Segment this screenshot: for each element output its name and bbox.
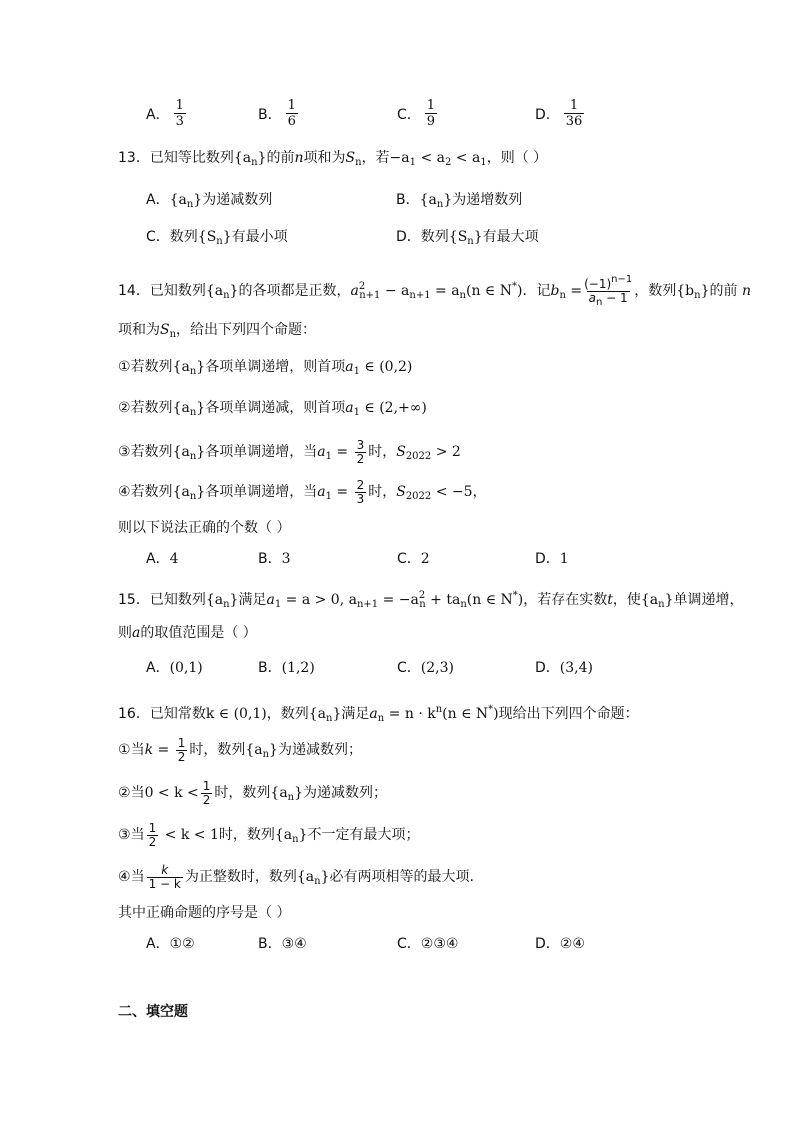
formula-part: ) [493,706,499,722]
var-n: n [741,283,751,299]
var-n: n [294,150,304,166]
option-label: B． [258,106,282,123]
q14-option-b[interactable] [258,549,291,569]
q13-text: 项和为 [303,150,346,166]
var-b: b [550,283,560,299]
fraction [147,864,183,891]
denominator: 9 [426,114,436,129]
numerator: 3 [356,437,365,452]
q15-option-b[interactable] [258,658,315,678]
var-a: a [369,706,378,722]
item-text: 若数列 [130,444,173,460]
item-text: 若数列 [130,400,173,416]
var-sub: 2022 [405,491,432,502]
recur-part: (n ∈ N [466,283,512,299]
cond-sub: 1 [480,157,487,168]
item-number: ① [118,359,131,375]
item-number: ③ [118,827,131,843]
item-text: 时，数列 [218,827,275,843]
denominator: 3 [175,114,184,129]
seq-close: } [193,192,203,208]
var-s: S [396,444,406,460]
seq-open: {a [172,444,190,460]
item-text: 时， [368,444,397,460]
fraction [176,737,188,764]
fraction [564,98,585,129]
fraction [355,439,367,466]
seq-open: {a [205,283,224,299]
k-cond: 0 < k < [144,785,199,801]
option-text: (3,4) [559,660,593,676]
item-number: ② [118,785,131,801]
q14-ask [118,518,290,538]
star: * [488,704,494,715]
recur-a: a [350,283,359,299]
q14-text: 的前 [709,283,738,299]
item-text: 各项单调递减，则首项 [205,400,346,416]
seq-sub: n [436,199,444,210]
seq-sub: n [314,876,321,887]
item-cond: < −5， [431,484,487,500]
q16-item-3 [118,820,420,855]
q14-text: 14．已知数列 [118,283,206,299]
q13-text: ，则（ ） [486,150,548,166]
q15-stem [118,586,744,615]
q12-option-a[interactable] [146,98,186,129]
option-label: D． [535,551,560,567]
option-label: A． [146,106,170,123]
seq-close: } [298,827,308,843]
q13-stem [118,148,547,173]
option-label: B． [396,192,420,208]
seq-sub: n [658,599,665,610]
item-text: 各项单调递增，当 [205,444,318,460]
q15-stem-line2 [118,623,257,643]
seq-close: } [196,484,206,500]
denominator: 2 [177,749,186,764]
q14-stem-line2 [118,320,316,345]
q14-item-4: ④若数列$\{a_n\}$各项单调递增，当$a_1$ = $\frac{2}{3}$ 时，$S_{2022} < -5$， [118,477,487,506]
denominator-tail: − 1 [602,291,628,305]
denominator: 36 [565,114,583,129]
seq-sub: n [287,792,295,803]
option-text: (1,2) [281,660,315,676]
seq-sub: n [223,599,230,610]
q15-option-a[interactable] [146,658,203,678]
cond-sub: n+1 [356,599,379,610]
item-number: ④ [118,869,131,885]
var-a: a [345,400,354,416]
fraction [147,822,159,849]
q15-text: ，若存在实数 [523,592,608,608]
q13-text: 的前 [266,150,295,166]
var-a: a [132,625,141,641]
option-label: D． [535,660,560,676]
var-sub: 2022 [405,451,432,462]
seq-sub: n [216,236,223,247]
q16-option-c[interactable] [397,934,458,954]
q16-ask [118,903,290,923]
seq-open: {a [270,785,288,801]
ask-text: 其中正确命题的序号是（ ） [118,905,291,921]
seq-close: } [257,150,267,166]
q13-text: ，若 [361,150,390,166]
recur-part: − a [380,283,410,299]
var-t: t [607,592,613,608]
seq-open: {b [676,283,695,299]
q16-text: 16．已知常数 [118,706,206,722]
option-label: D． [535,936,560,952]
var-s: S [345,150,356,166]
item-text: 时，数列 [189,742,246,758]
denominator: 3 [356,491,365,506]
denominator: a [588,291,596,305]
seq-sub: n [467,236,474,247]
option-label: A． [146,551,170,567]
fraction [201,780,213,807]
q14-option-c[interactable] [397,549,430,569]
option-label: C． [397,106,421,123]
item-text: 时，数列 [214,785,271,801]
option-text: ②④ [559,936,585,952]
option-label: A． [146,936,170,952]
q16-text: 现给出下列四个命题： [498,706,639,722]
star: * [512,590,518,601]
section-2-title: 二、填空题 [118,1004,188,1020]
option-label: B． [258,660,282,676]
q15-text: 满足 [238,592,267,608]
denominator: 1 − k [148,876,181,891]
numerator: k [161,862,169,877]
item-cond: ∈ (0,2) [359,359,413,375]
seq-sub: n [189,366,197,377]
item-text: 当 [130,742,145,758]
item-number: ③ [118,444,131,460]
seq-close: } [196,444,206,460]
seq-open: {S [448,229,468,245]
cond-part: −a [389,150,410,166]
star: * [512,281,517,292]
q15-option-d[interactable] [535,658,593,678]
formula-sup: n [435,704,443,715]
item-text: 当 [130,869,145,885]
cond-sub: 2 [444,157,452,168]
recur-part: = a [430,283,460,299]
seq-open: {a [419,192,437,208]
q16-item-2 [118,778,387,813]
q13-text: 13．已知等比数列 [118,150,234,166]
item-number: ④ [118,484,131,500]
seq-open: {a [233,150,252,166]
denominator: 2 [148,834,157,849]
seq-open: {a [640,592,659,608]
numerator: 1 [148,820,157,835]
formula-part: = n · k [384,706,436,722]
var-a: a [345,359,354,375]
seq-a-notation [234,150,267,166]
seq-open: {a [172,400,190,416]
q14-item-1: ①若数列$\{a_n\}$各项单调递增，则首项$a_1$ ∈ (0,2) [118,359,413,377]
item-text: 为递减数列； [277,742,362,758]
option-label: D． [396,229,421,245]
q14-text: ，数列 [634,283,677,299]
option-label: D． [535,106,560,123]
denominator: 2 [202,792,211,807]
q16-formula: $a_n = n \cdot k^n(n$ ∈ N*) [369,704,499,724]
item-text: 当 [130,827,145,843]
item-text: 必有两项相等的最大项. [329,869,474,885]
q14-recurrence: $a^2_{n+1} - a_{n+1} = a_n(n$ ∈ N*) [350,281,523,301]
seq-open: {a [296,869,315,885]
option-text: 4 [169,551,179,567]
fraction [286,98,298,129]
seq-open: {a [172,484,190,500]
item-cond: > 2 [431,444,461,460]
q12-option-b[interactable] [258,98,298,129]
q13-option-a[interactable] [146,190,272,215]
numerator: (−1) [584,277,612,291]
seq-open: {S [197,229,217,245]
q15-text: 单调递增， [673,592,744,608]
numerator: 1 [202,778,211,793]
item-number: ② [118,400,131,416]
q15-text: 15．已知数列 [118,592,206,608]
q13-option-b[interactable] [396,190,522,215]
option-label: C． [397,551,421,567]
option-text: ②③④ [420,936,459,952]
cond-part: < a [451,150,481,166]
option-text: 有最大项 [482,229,539,245]
q16-text: ，数列 [266,706,309,722]
option-label: A． [146,660,170,676]
option-text: (0,1) [169,660,203,676]
q13-condition [390,150,487,166]
numerator: 1 [175,98,184,113]
item-text: 各项单调递增，则首项 [205,359,346,375]
option-label: C． [397,660,421,676]
q15-condition: $a_1 = a > 0$, $a_{n+1} = -a^2_n + ta_n(n$ ∈ N*) [266,590,524,610]
option-text: 为递减数列 [202,192,273,208]
item-text: 为正整数时，数列 [184,869,297,885]
fraction [425,98,437,129]
q14-b-fraction: $\frac{(-1)^{n-1}}{a_n - 1}$ [584,274,633,308]
q12-option-d[interactable] [535,98,584,129]
seq-close: } [320,869,330,885]
numerator: 1 [569,98,579,113]
item-number: ① [118,742,131,758]
seq-close: } [664,592,674,608]
q14-text: 项和为 [118,322,160,338]
option-label: C． [146,229,170,245]
numerator: 1 [177,735,186,750]
option-text: (2,3) [420,660,454,676]
cond-part: + ta [425,592,461,608]
seq-close: } [196,400,206,416]
item-cond: ∈ (2,+∞) [359,400,427,416]
numerator: 1 [287,98,296,113]
seq-open: {a [245,742,263,758]
q13-option-d[interactable] [396,227,539,252]
var-a: a [317,444,326,460]
numerator: 2 [356,477,365,492]
var-a: a [317,484,326,500]
q16-stem [118,700,639,729]
k-condition: k ∈ (0,1) [205,706,267,722]
q16-item-1 [118,735,362,770]
seq-sub: n [262,749,270,760]
fraction [174,98,186,129]
q14-option-a[interactable] [146,549,179,569]
seq-sub: n [251,157,258,168]
formula-part: (n ∈ N [442,706,489,722]
q14-text: ．记 [522,283,551,299]
q16-option-d[interactable] [535,934,585,954]
cond-part: < a [416,150,445,166]
numerator: 1 [426,98,436,113]
cond-part: = a > 0, a [281,592,357,608]
q15-text: 则 [118,625,132,641]
eq: = [565,283,583,299]
seq-close: } [294,785,304,801]
seq-close: } [222,229,232,245]
option-text: 2 [420,551,430,567]
q12-options [146,98,746,138]
seq-open: {a [169,192,187,208]
q12-option-c[interactable] [397,98,437,129]
option-label: C． [397,936,421,952]
option-text: 为递增数列 [452,192,523,208]
q15-text: ，使 [612,592,641,608]
q14-option-d[interactable] [535,549,569,569]
option-label: A． [146,192,170,208]
var-sub: n [169,329,177,340]
item-text: 若数列 [130,484,173,500]
cond-sub: 1 [409,157,416,168]
seq-close: } [229,592,239,608]
option-text: 有最小项 [231,229,288,245]
cond-part: ) [517,592,524,608]
q14-text: ，给出下列四个命题： [176,322,317,338]
seq-close: } [473,229,483,245]
q16-option-b[interactable] [258,934,307,954]
q16-text: 满足 [341,706,370,722]
q15-text: 的取值范围是（ ） [140,625,257,641]
item-text: 不一定有最大项； [307,827,420,843]
recur-part: ) [517,283,523,299]
seq-close: } [443,192,453,208]
seq-close: } [700,283,710,299]
seq-sub: n [326,713,333,724]
q14-stem: 14．已知数列$\{a_n\}$的各项都是正数，$a^2_{n+1} - a_{n+1} = a_n(n$ ∈ N*)．记$b_n$ = $\frac{(-1)^{n-1}}{a_n - 1}$ ，数列$\{b_n\}$的前 n [118,274,751,308]
item-text: 各项单调递增，当 [205,484,318,500]
q14-item-2: ②若数列$\{a_n\}$各项单调递减，则首项$a_1$ ∈ (2,+∞) [118,400,427,418]
seq-sub: n [189,451,197,462]
item-text: 时， [368,484,397,500]
seq-close: } [269,742,278,758]
option-text: ③④ [281,936,307,952]
cond-part: = −a [378,592,419,608]
seq-sub: n [189,407,197,418]
seq-open: {a [172,359,190,375]
seq-sub: n [186,199,194,210]
q14-text: 的各项都是正数， [238,283,351,299]
option-label: B． [258,936,282,952]
item-text: 为递减数列； [303,785,388,801]
var-sub: n [355,157,362,168]
option-text: 数列 [169,229,198,245]
seq-close: } [229,283,239,299]
option-text: ①② [169,936,195,952]
seq-open: {a [205,592,224,608]
k-cond: < k < 1 [160,827,219,843]
item-text: 当 [130,785,145,801]
seq-sub: n [292,834,299,845]
option-text: 3 [281,551,291,567]
fraction [355,479,367,506]
seq-sub: n [189,491,197,502]
seq-close: } [332,706,342,722]
denominator: 6 [287,114,296,129]
option-text: 数列 [420,229,449,245]
q15-option-c[interactable] [397,658,454,678]
numerator-sup: n−1 [611,274,633,285]
k-cond: k = [144,742,174,758]
option-label: B． [258,551,282,567]
q14-item-3: ③若数列$\{a_n\}$各项单调递增，当$a_1$ = $\frac{3}{2}$ 时，$S_{2022} > 2$ [118,437,461,466]
q16-option-a[interactable] [146,934,195,954]
var-s: S [396,484,406,500]
seq-open: {a [274,827,293,843]
ask-text: 则以下说法正确的个数（ ） [118,520,291,536]
q16-item-4 [118,862,474,897]
denominator: 2 [356,451,365,466]
item-text: 若数列 [130,359,173,375]
seq-close: } [196,359,206,375]
seq-sub: n [694,290,701,301]
option-text: 1 [559,551,569,567]
var-a: a [266,592,275,608]
seq-sub: n [223,290,230,301]
var-s: S [160,322,170,338]
cond-part: (n ∈ N [466,592,513,608]
seq-open: {a [308,706,327,722]
q13-option-c[interactable] [146,227,288,252]
